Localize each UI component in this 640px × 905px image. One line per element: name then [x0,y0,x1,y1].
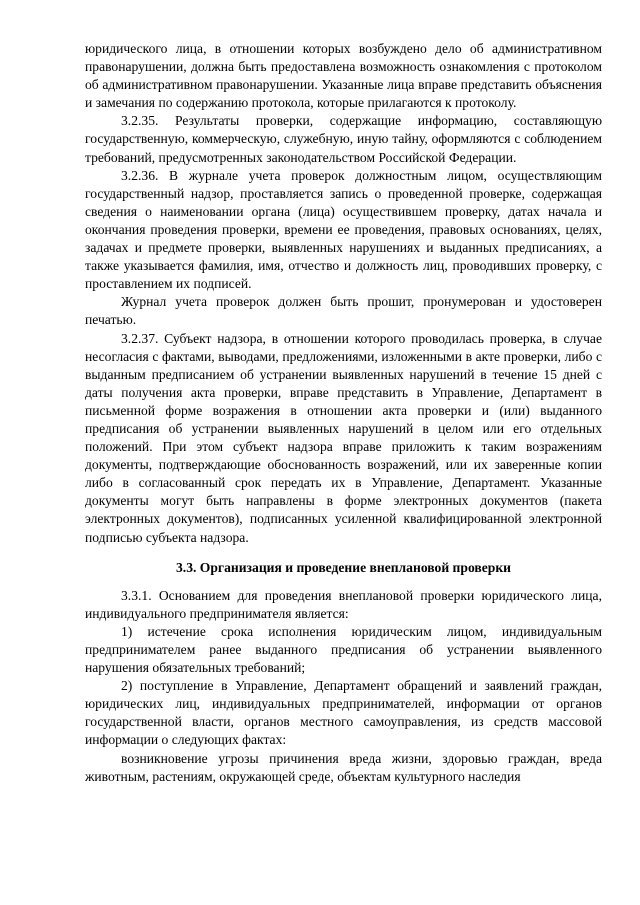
paragraph-3-2-37: 3.2.37. Субъект надзора, в отношении которого проводилась проверка, в случае несогласия с фактами, выводами, предложениями, изложенными в акте проверки, либо с выданным предписанием об устранении выявленных нарушений в течение 15 дней с даты получения акта проверки, вправе представить в Управление, Департамент в письменной форме возражения в отношении акта проверки и (или) выданного предписания об устранении выявленных нарушений в целом или его отдельных положений. При этом субъект надзора вправе приложить к таким возражениям документы, подтверждающие обоснованность возражений, или их заверенные копии либо в согласованный срок передать их в Управление, Департамент. Указанные документы могут быть направлены в форме электронных документов (пакета электронных документов), подписанных усиленной квалифицированной электронной подписью субъекта надзора. [85,330,602,545]
list-item-1: 1) истечение срока исполнения юридическим лицом, индивидуальным предпринимателем ранее выданного предписания об устранении выявленного нарушения обязательных требований; [85,623,602,676]
paragraph-3-3-1: 3.3.1. Основанием для проведения внеплановой проверки юридического лица, индивидуального предпринимателя является: [85,587,602,621]
paragraph-journal: Журнал учета проверок должен быть прошит, пронумерован и удостоверен печатью. [85,294,602,328]
paragraph-threat: возникновение угрозы причинения вреда жизни, здоровью граждан, вреда животным, растениям, окружающей среде, объектам культурного наследия [85,750,602,784]
paragraph-3-2-36: 3.2.36. В журнале учета проверок должностным лицом, осуществляющим государственный надзор, проставляется запись о проведенной проверке, содержащая сведения о наименовании органа (лица) осуществившем проверку, датах начала и окончания проведения проверки, времени ее проведения, правовых основаниях, целях, задачах и предмете проверки, выявленных нарушениях и выданных предписаниях, а также указывается фамилия, имя, отчество и должность лиц, проводивших проверку, с проставлением их подписей. [85,167,602,292]
section-heading: 3.3. Организация и проведение внеплановой проверки [176,559,511,575]
list-item-2: 2) поступление в Управление, Департамент обращений и заявлений граждан, юридических лиц, индивидуальных предпринимателей, информации от органов государственной власти, органов местного самоуправления, из средств массовой информации о следующих фактах: [85,678,602,748]
paragraph-3-2-35: 3.2.35. Результаты проверки, содержащие информацию, составляющую государственную, коммерческую, служебную, иную тайну, оформляются с соблюдением требований, предусмотренных законодательством Российской Федерации. [85,113,602,165]
paragraph-continuation: юридического лица, в отношении которых возбуждено дело об административном правонарушении, должна быть предоставлена возможность ознакомления с протоколом об административном правонарушении. Указанные лица вправе представить объяснения и замечания по содержанию протокола, которые прилагаются к протоколу. [85,41,602,111]
document-body [85,40,602,786]
